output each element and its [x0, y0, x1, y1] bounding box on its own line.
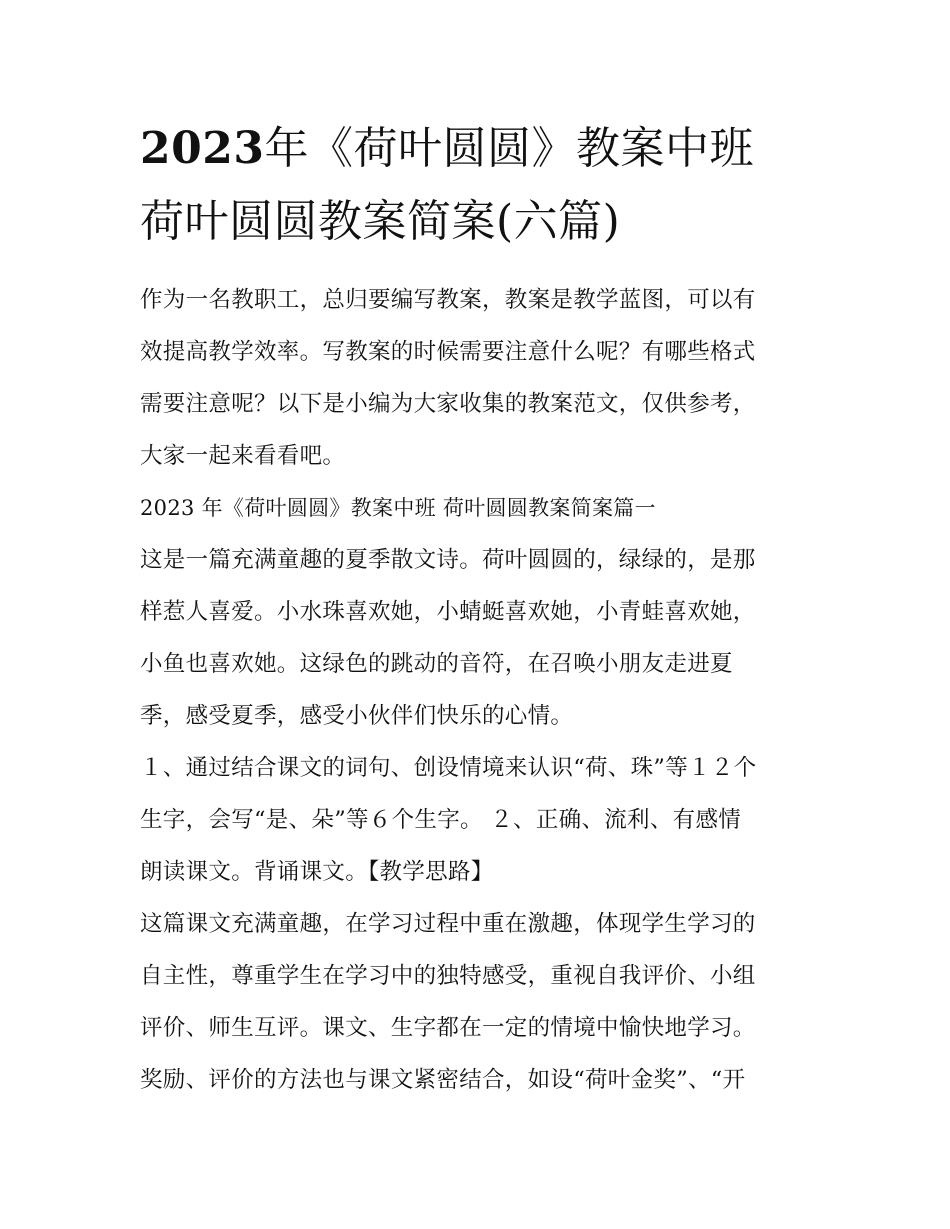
document-title — [140, 112, 820, 258]
paragraph-1-line: 样惹人喜爱。小水珠喜欢她，小蜻蜓喜欢她，小青蛙喜欢她， — [140, 599, 756, 625]
paragraph-2-line: 生字，会写“是、朵”等６个生字。 ２、正确、流利、有感情 — [140, 807, 742, 833]
paragraph-3-line: 这篇课文充满童趣，在学习过程中重在激趣，体现学生学习的 — [140, 911, 756, 937]
paragraph-3-line: 奖励、评价的方法也与课文紧密结合，如设“荷叶金奖”、“开 — [140, 1067, 746, 1093]
title-year: 2023 — [140, 123, 265, 174]
paragraph-1-line: 小鱼也喜欢她。这绿色的跳动的音符，在召唤小朋友走进夏 — [140, 651, 733, 677]
intro-line: 大家一起来看看吧。 — [140, 443, 346, 469]
paragraph-1-line: 这是一篇充满童趣的夏季散文诗。荷叶圆圆的，绿绿的，是那 — [140, 547, 756, 573]
title-line-1 — [140, 112, 820, 185]
title-line-2: 荷叶圆圆教案简案(六篇) — [140, 196, 621, 247]
paragraph-2-line: １、通过结合课文的词句、创设情境来认识“荷、珠”等１２个 — [140, 755, 757, 781]
intro-line: 需要注意呢？以下是小编为大家收集的教案范文，仅供参考， — [140, 391, 756, 417]
intro-paragraph — [140, 274, 820, 1106]
intro-line: 作为一名教职工，总归要编写教案，教案是教学蓝图，可以有 — [140, 287, 756, 313]
title-line-1-text: 年《荷叶圆圆》教案中班 — [264, 123, 754, 174]
paragraph-1-line: 季，感受夏季，感受小伙伴们快乐的心情。 — [140, 703, 574, 729]
paragraph-2-line: 朗读课文。背诵课文。【教学思路】 — [140, 859, 494, 885]
paragraph-3-line: 自主性，尊重学生在学习中的独特感受，重视自我评价、小组 — [140, 963, 756, 989]
paragraph-3-line: 评价、师生互评。课文、生字都在一定的情境中愉快地学习。 — [140, 1015, 756, 1041]
intro-line: 效提高教学效率。写教案的时候需要注意什么呢？有哪些格式 — [140, 339, 756, 365]
section-heading: 2023 年《荷叶圆圆》教案中班 荷叶圆圆教案简案篇一 — [140, 496, 656, 520]
